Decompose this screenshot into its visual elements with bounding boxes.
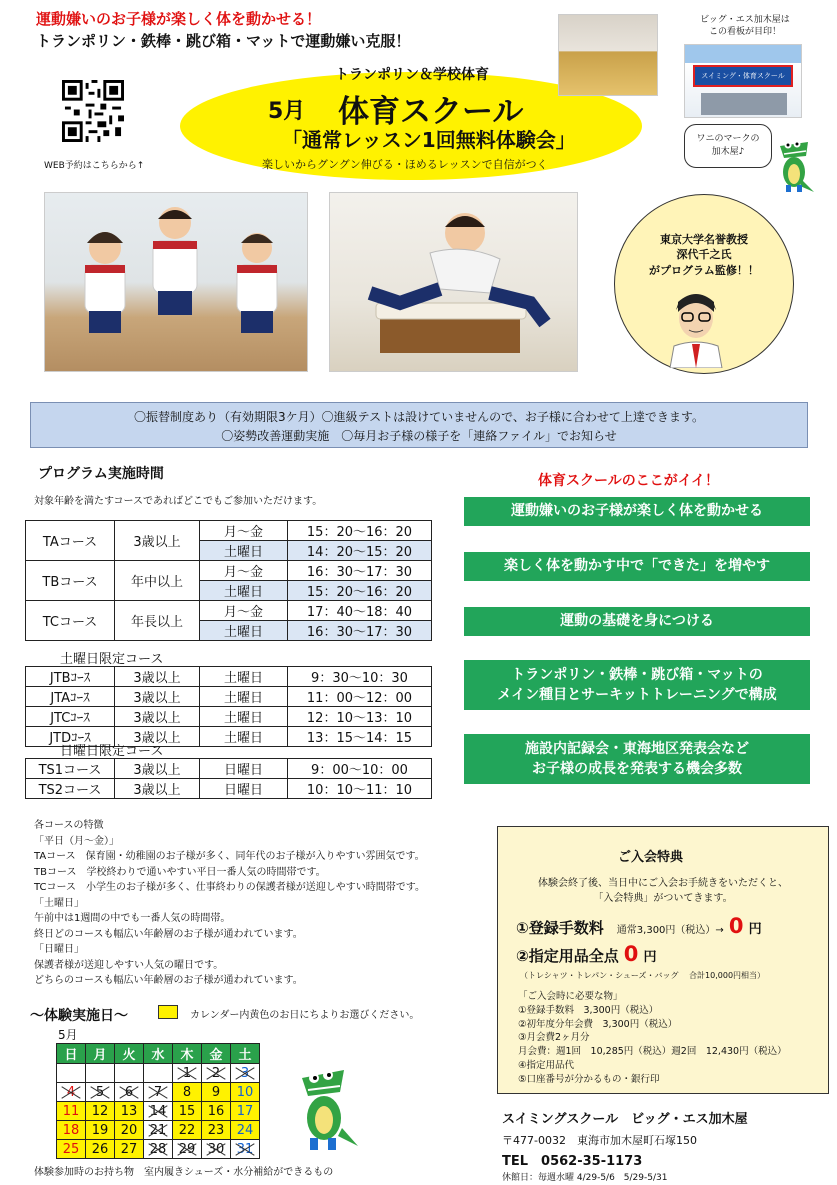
- merit-text: 楽しく体を動かす中で「できた」を増やす: [504, 558, 770, 575]
- table-row: [26, 687, 432, 707]
- weekday-label: 木: [173, 1044, 202, 1064]
- course-day: 土曜日: [200, 667, 288, 687]
- course-time: 15：20～16：20: [288, 521, 432, 541]
- table-row: [26, 601, 432, 621]
- required-item: ③月会費2ヶ月分: [518, 1032, 590, 1044]
- course-age: 3歳以上: [115, 779, 200, 799]
- legend-swatch: [158, 1005, 178, 1019]
- features-ta: TAコース 保育園・幼稚園のお子様が多く、同年代のお子様が入りやすい雰囲気です。: [34, 851, 425, 862]
- professor-text: [624, 232, 784, 278]
- weekday-label: 月: [86, 1044, 115, 1064]
- required-items: [518, 990, 787, 1086]
- features-sat2: 終日どのコースも幅広い年齢層のお子様が通われています。: [34, 928, 303, 940]
- required-item: ②初年度分年会費 3,300円（税込）: [518, 1018, 678, 1030]
- calendar-week-row: [57, 1140, 260, 1159]
- calendar-day-available[interactable]: 15: [173, 1102, 202, 1121]
- benefit-goods: [516, 942, 657, 966]
- calendar-day-unavailable: 1: [173, 1064, 202, 1083]
- required-item: 月会費：週1回 10,285円（税込）週2回 12,430円（税込）: [518, 1046, 787, 1058]
- benefit-registration: [516, 914, 762, 938]
- course-features: [34, 818, 474, 989]
- calendar-day-available[interactable]: 16: [202, 1102, 231, 1121]
- headline-1: 運動嫌いのお子様が楽しく体を動かせる！: [36, 10, 322, 28]
- weekday-label: 火: [115, 1044, 144, 1064]
- course-age: 3歳以上: [115, 759, 200, 779]
- benefit-2-label: ②指定用品全点: [516, 947, 619, 965]
- course-name: TS2コース: [26, 779, 115, 799]
- calendar-week-row: [57, 1083, 260, 1102]
- course-name: JTBｺｰｽ: [26, 667, 115, 687]
- course-name: TCコース: [26, 601, 115, 641]
- merit-item: [464, 497, 810, 526]
- features-sun1: 保護者様が送迎しやすい人気の曜日です。: [34, 959, 224, 971]
- calendar-day-empty: [115, 1064, 144, 1083]
- calendar-title: ～体験実施日～: [30, 1008, 128, 1024]
- calendar-day-available[interactable]: 12: [86, 1102, 115, 1121]
- calendar-day-available[interactable]: 8: [173, 1083, 202, 1102]
- features-sun: 「日曜日」: [34, 944, 84, 955]
- benefit-2-unit: 円: [643, 950, 657, 965]
- merit-text: 運動の基礎を身につける: [560, 613, 714, 630]
- benefit-1-unit: 円: [748, 922, 762, 937]
- calendar-day-unavailable: 14: [144, 1102, 173, 1121]
- sign-board: スイミング・体育スクール: [693, 65, 793, 87]
- weekday-course-table: [25, 520, 432, 641]
- event-title: 「通常レッスン1回無料体験会」: [282, 128, 576, 152]
- required-item: ⑤口座番号が分かるもの・銀行印: [518, 1073, 660, 1085]
- course-day: 土曜日: [200, 581, 288, 601]
- building-window: [701, 93, 787, 115]
- calendar-legend: カレンダー内黄色のお日にちよりお選びください。: [190, 1010, 420, 1021]
- calendar-grid: [56, 1043, 260, 1159]
- sunday-course-table: [25, 758, 432, 799]
- gym-interior-photo: [558, 14, 658, 96]
- table-row: [26, 561, 432, 581]
- course-time: 13：15～14：15: [288, 727, 432, 747]
- calendar-day-available[interactable]: 18: [57, 1121, 86, 1140]
- calendar-day-available[interactable]: 26: [86, 1140, 115, 1159]
- saturday-course-table: [25, 666, 432, 747]
- calendar-week-row: [57, 1064, 260, 1083]
- calendar-day-unavailable: 2: [202, 1064, 231, 1083]
- course-name: JTDｺｰｽ: [26, 727, 115, 747]
- course-day: 月～金: [200, 521, 288, 541]
- calendar-day-available[interactable]: 23: [202, 1121, 231, 1140]
- course-time: 16：30～17：30: [288, 621, 432, 641]
- calendar-day-available[interactable]: 25: [57, 1140, 86, 1159]
- professor-portrait-icon: [664, 284, 728, 368]
- headline-2: トランポリン・鉄棒・跳び箱・マットで運動嫌い克服！: [36, 32, 411, 50]
- benefit-2-value: 0: [623, 942, 639, 966]
- course-day: 月～金: [200, 601, 288, 621]
- school-name: スイミングスクール ビッグ・エス加木屋: [502, 1112, 748, 1127]
- course-name: JTAｺｰｽ: [26, 687, 115, 707]
- course-day: 土曜日: [200, 727, 288, 747]
- calendar-day-unavailable: 3: [231, 1064, 260, 1083]
- building-sign-photo: [684, 44, 802, 118]
- merit-item: [464, 660, 810, 710]
- croc-bubble: [684, 124, 772, 168]
- benefits-intro: [507, 876, 819, 906]
- course-time: 9：30～10：30: [288, 667, 432, 687]
- calendar-day-unavailable: 5: [86, 1083, 115, 1102]
- calendar-day-available[interactable]: 24: [231, 1121, 260, 1140]
- crocodile-mascot-icon: [770, 136, 818, 194]
- calendar-day-unavailable: 31: [231, 1140, 260, 1159]
- weekday-label: 水: [144, 1044, 173, 1064]
- benefits-title: ご入会特典: [618, 850, 684, 865]
- calendar-day-unavailable: 21: [144, 1121, 173, 1140]
- merit-item: [464, 734, 810, 784]
- qr-code[interactable]: [62, 80, 124, 142]
- calendar-day-unavailable: 29: [173, 1140, 202, 1159]
- features-sat: 「土曜日」: [34, 897, 84, 909]
- benefit-1-value: 0: [728, 914, 744, 938]
- required-item: ④指定用品代: [518, 1059, 575, 1071]
- table-row: [26, 707, 432, 727]
- holiday-info: 休館日：毎週水曜 4/29-5/6 5/29-5/31: [502, 1173, 668, 1183]
- merit-text: お子様の成長を発表する機会多数: [532, 761, 742, 777]
- course-age: 3歳以上: [115, 707, 200, 727]
- course-age: 年中以上: [115, 561, 200, 601]
- benefits-intro-2: 「入会特典」がついてきます。: [593, 893, 733, 904]
- sub-title: トランポリン＆学校体育: [335, 67, 489, 83]
- info-line-2: 〇姿勢改善運動実施 〇毎月お子様の様子を「連絡ファイル」でお知らせ: [221, 428, 617, 443]
- merit-text: 運動嫌いのお子様が楽しく体を動かせる: [511, 503, 763, 520]
- benefit-1-note: 通常3,300円（税込）→: [616, 925, 724, 936]
- calendar-day-available[interactable]: 13: [115, 1102, 144, 1121]
- calendar-day-available[interactable]: 17: [231, 1102, 260, 1121]
- merit-item: [464, 552, 810, 581]
- benefit-2-note: （トレシャツ・トレパン・シューズ・バッグ 合計10,000円相当）: [520, 971, 766, 980]
- professor-line2: 深代千之氏: [676, 248, 732, 262]
- features-sat1: 午前中は1週間の中でも一番人気の時間帯。: [34, 913, 231, 924]
- calendar-week-row: [57, 1121, 260, 1140]
- sign-caption: [680, 14, 810, 38]
- calendar-week-row: [57, 1102, 260, 1121]
- required-title: 「ご入会時に必要な物」: [518, 991, 623, 1002]
- main-title: 体育スクール: [338, 94, 524, 130]
- professor-line1: 東京大学名誉教授: [660, 233, 748, 246]
- weekday-label: 日: [57, 1044, 86, 1064]
- calendar-day-unavailable: 7: [144, 1083, 173, 1102]
- calendar-day-available[interactable]: 27: [115, 1140, 144, 1159]
- course-age: 3歳以上: [115, 727, 200, 747]
- features-title: 各コースの特徴: [34, 820, 104, 831]
- sign-caption-line2: この看板が目印！: [708, 27, 781, 38]
- course-day: 土曜日: [200, 687, 288, 707]
- features-tb: TBコース 学校終わりで通いやすい平日一番人気の時間帯です。: [34, 866, 326, 878]
- saturday-course-title: 土曜日限定コース: [60, 652, 164, 667]
- benefit-1-label: ①登録手数料: [516, 919, 604, 937]
- bring-items: 体験参加時のお持ち物 室内履きシューズ・水分補給ができるもの: [34, 1167, 334, 1178]
- calendar-day-empty: [57, 1064, 86, 1083]
- required-item: ①登録手数料 3,300円（税込）: [518, 1004, 659, 1016]
- benefits-intro-1: 体験会終了後、当日中にご入会お手続きをいただくと、: [538, 878, 788, 889]
- kids-illustration: [45, 193, 308, 372]
- calendar-day-available[interactable]: 9: [202, 1083, 231, 1102]
- crocodile-large-icon: [288, 1062, 360, 1154]
- course-age: 3歳以上: [115, 521, 200, 561]
- vault-jump-photo: [329, 192, 578, 372]
- calendar-day-empty: [144, 1064, 173, 1083]
- table-row: [26, 759, 432, 779]
- course-name: TAコース: [26, 521, 115, 561]
- course-day: 日曜日: [200, 779, 288, 799]
- course-age: 3歳以上: [115, 687, 200, 707]
- features-weekday: 「平日（月～金）」: [34, 835, 119, 847]
- features-sun2: どちらのコースも幅広い年齢層のお子様が通われています。: [34, 975, 303, 986]
- weekday-label: 金: [202, 1044, 231, 1064]
- course-day: 土曜日: [200, 707, 288, 727]
- merit-text: トランポリン・鉄棒・跳び箱・マットの: [511, 666, 763, 683]
- course-time: 12：10～13：10: [288, 707, 432, 727]
- calendar-day-available[interactable]: 11: [57, 1102, 86, 1121]
- qr-caption: WEB予約はこちらから↑: [44, 161, 145, 171]
- calendar-day-available[interactable]: 10: [231, 1083, 260, 1102]
- calendar-day-empty: [86, 1064, 115, 1083]
- school-tel[interactable]: TEL 0562-35-1173: [502, 1154, 643, 1169]
- weekday-label: 土: [231, 1044, 260, 1064]
- features-tc: TCコース 小学生のお子様が多く、仕事終わりの保護者様が送迎しやすい時間帯です。: [34, 882, 426, 893]
- merits-title: 体育スクールのここがイイ！: [538, 473, 720, 489]
- professor-line3: がプログラム監修！！: [649, 263, 759, 277]
- calendar-day-available[interactable]: 22: [173, 1121, 202, 1140]
- table-row: [26, 521, 432, 541]
- course-name: JTCｺｰｽ: [26, 707, 115, 727]
- course-time: 9：00～10：00: [288, 759, 432, 779]
- school-address: 〒477-0032 東海市加木屋町石塚150: [502, 1134, 697, 1147]
- table-row: [26, 779, 432, 799]
- tagline: 楽しいからグングン伸びる・ほめるレッスンで自信がつく: [262, 158, 548, 171]
- merit-text: 施設内記録会・東海地区発表会など: [525, 740, 749, 757]
- course-time: 14：20～15：20: [288, 541, 432, 561]
- course-day: 日曜日: [200, 759, 288, 779]
- course-time: 16：30～17：30: [288, 561, 432, 581]
- course-time: 11：00～12：00: [288, 687, 432, 707]
- sunday-course-title: 日曜日限定コース: [60, 744, 164, 759]
- calendar-day-available[interactable]: 19: [86, 1121, 115, 1140]
- course-time: 17：40～18：40: [288, 601, 432, 621]
- calendar-day-available[interactable]: 20: [115, 1121, 144, 1140]
- calendar-day-unavailable: 30: [202, 1140, 231, 1159]
- calendar-month: 5月: [58, 1028, 78, 1042]
- sign-caption-line1: ビッグ・エス加木屋は: [700, 15, 790, 25]
- vault-illustration: [330, 193, 578, 372]
- croc-bubble-line2: 加木屋♪: [711, 146, 745, 157]
- course-age: 年長以上: [115, 601, 200, 641]
- calendar-header-row: [57, 1044, 260, 1064]
- kids-photo: [44, 192, 308, 372]
- qr-code-graphic: [62, 80, 124, 142]
- merit-item: [464, 607, 810, 636]
- month-label: 5月: [268, 99, 306, 124]
- course-age: 3歳以上: [115, 667, 200, 687]
- info-line-1: 〇振替制度あり（有効期限3ケ月）〇進級テストは設けていませんので、お子様に合わせて上達できます。: [134, 410, 704, 424]
- course-day: 土曜日: [200, 621, 288, 641]
- calendar-day-unavailable: 4: [57, 1083, 86, 1102]
- course-time: 10：10～11：10: [288, 779, 432, 799]
- croc-bubble-line1: ワニのマークの: [696, 134, 760, 144]
- program-title: プログラム実施時間: [38, 466, 164, 482]
- course-time: 15：20～16：20: [288, 581, 432, 601]
- course-day: 月～金: [200, 561, 288, 581]
- course-day: 土曜日: [200, 541, 288, 561]
- info-box: [30, 402, 808, 448]
- calendar-day-unavailable: 6: [115, 1083, 144, 1102]
- course-name: TBコース: [26, 561, 115, 601]
- merit-text: メイン種目とサーキットトレーニングで構成: [497, 687, 777, 703]
- table-row: [26, 667, 432, 687]
- calendar-day-unavailable: 28: [144, 1140, 173, 1159]
- program-note: 対象年齢を満たすコースであればどこでもご参加いただけます。: [34, 496, 323, 507]
- course-name: TS1コース: [26, 759, 115, 779]
